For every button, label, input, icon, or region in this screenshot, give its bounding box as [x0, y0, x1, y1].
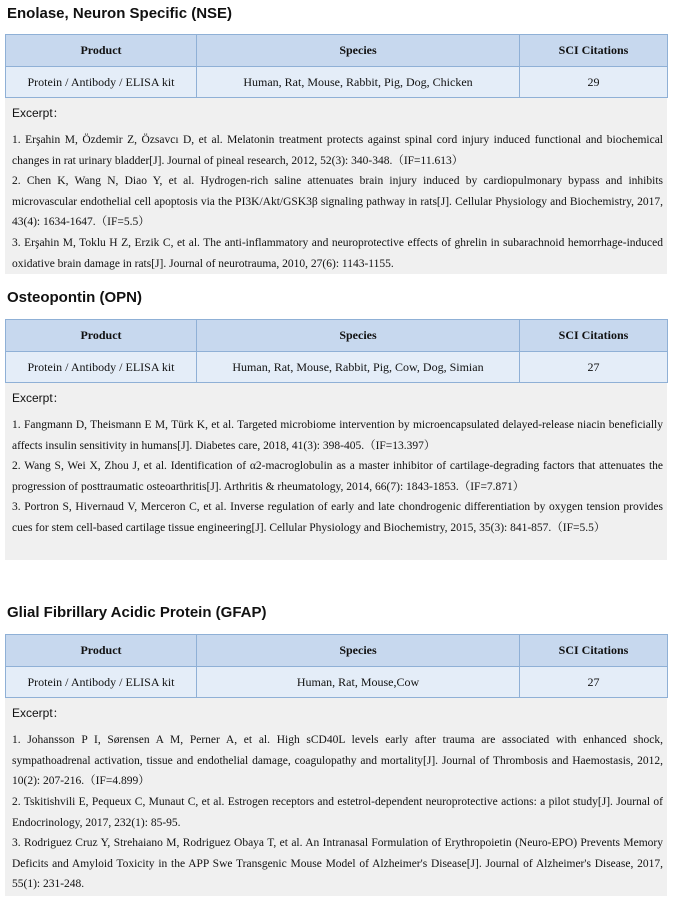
excerpt-label: Excerpt： [12, 706, 65, 720]
cell-product: Protein / Antibody / ELISA kit [6, 352, 197, 383]
excerpt-box-gfap [5, 698, 667, 896]
header-citations: SCI Citations [520, 35, 668, 67]
header-species: Species [197, 635, 520, 667]
cell-citations: 29 [520, 67, 668, 98]
header-product: Product [6, 35, 197, 67]
cell-citations: 27 [520, 667, 668, 698]
excerpt-box-opn [5, 383, 667, 560]
cell-citations: 27 [520, 352, 668, 383]
product-table-nse [5, 34, 668, 98]
header-species: Species [197, 35, 520, 67]
reference-item: 3. Rodriguez Cruz Y, Strehaiano M, Rodriguez Obaya T, et al. An Intranasal Formulation of Erythropoietin (Neuro-EPO) Prevents Memory Deficits and Amyloid Toxicity in the APP Swe Transgenic Mouse Model of Alzheimer's Disease[J]. Journal of Alzheimer's Disease, 2017, 55(1): 231-248. [12, 837, 663, 890]
reference-item: 2. Chen K, Wang N, Diao Y, et al. Hydrogen-rich saline attenuates brain injury induced by cardiopulmonary bypass and inhibits microvascular endothelial cell apoptosis via the PI3K/Akt/GSK3β signaling pathway in rats[J]. Cellular Physiology and Biochemistry, 2017, 43(4): 1634-1647.（IF=5.5） [12, 175, 663, 228]
header-species: Species [197, 320, 520, 352]
excerpt-label: Excerpt： [12, 106, 65, 120]
section-title-gfap: Glial Fibrillary Acidic Protein (GFAP) [7, 604, 267, 621]
reference-item: 3. Portron S, Hivernaud V, Merceron C, et al. Inverse regulation of early and late chondrogenic differentiation by oxygen tension provides cues for stem cell-based cartilage tissue engineering[J]. Cellular Physiology and Biochemistry, 2015, 35(3): 841-857.（IF=5.5） [12, 501, 663, 534]
cell-species: Human, Rat, Mouse, Rabbit, Pig, Cow, Dog, Simian [197, 352, 520, 383]
reference-item: 2. Tskitishvili E, Pequeux C, Munaut C, et al. Estrogen receptors and estetrol-dependent neuroprotective actions: a pilot study[J]. Journal of Endocrinology, 2017, 232(1): 85-95. [12, 796, 663, 829]
cell-product: Protein / Antibody / ELISA kit [6, 67, 197, 98]
cell-species: Human, Rat, Mouse,Cow [197, 667, 520, 698]
cell-product: Protein / Antibody / ELISA kit [6, 667, 197, 698]
excerpt-label: Excerpt： [12, 391, 65, 405]
header-citations: SCI Citations [520, 320, 668, 352]
excerpt-box-nse [5, 98, 667, 274]
header-product: Product [6, 320, 197, 352]
reference-item: 1. Fangmann D, Theismann E M, Türk K, et al. Targeted microbiome intervention by microencapsulated delayed-release niacin beneficially affects insulin sensitivity in humans[J]. Diabetes care, 2018, 41(3): 398-405.（IF=13.397） [12, 419, 663, 452]
reference-item: 3. Erşahin M, Toklu H Z, Erzik C, et al. The anti-inflammatory and neuroprotective effects of ghrelin in subarachnoid hemorrhage-induced oxidative brain damage in rats[J]. Journal of neurotrauma, 2010, 27(6): 1143-1155. [12, 237, 663, 270]
reference-item: 1. Erşahin M, Özdemir Z, Özsavcı D, et al. Melatonin treatment protects against spinal cord injury induced functional and biochemical changes in rat urinary bladder[J]. Journal of pineal research, 2012, 52(3): 340-348.（IF=11.613） [12, 134, 663, 167]
section-title-opn: Osteopontin (OPN) [7, 289, 142, 306]
header-citations: SCI Citations [520, 635, 668, 667]
section-title-nse: Enolase, Neuron Specific (NSE) [7, 5, 233, 22]
header-product: Product [6, 635, 197, 667]
reference-item: 2. Wang S, Wei X, Zhou J, et al. Identification of α2-macroglobulin as a master inhibitor of cartilage-degrading factors that attenuates the progression of posttraumatic osteoarthritis[J]. Arthritis & rheumatology, 2014, 66(7): 1843-1853.（IF=7.871） [12, 460, 663, 493]
cell-species: Human, Rat, Mouse, Rabbit, Pig, Dog, Chicken [197, 67, 520, 98]
product-table-gfap [5, 634, 668, 698]
product-table-opn [5, 319, 668, 383]
reference-item: 1. Johansson P I, Sørensen A M, Perner A, et al. High sCD40L levels early after trauma are associated with enhanced shock, sympathoadrenal activation, tissue and endothelial damage, coagulopathy and mortality[J]. Journal of Thrombosis and Haemostasis, 2012, 10(2): 207-216.（IF=4.899） [12, 734, 663, 787]
